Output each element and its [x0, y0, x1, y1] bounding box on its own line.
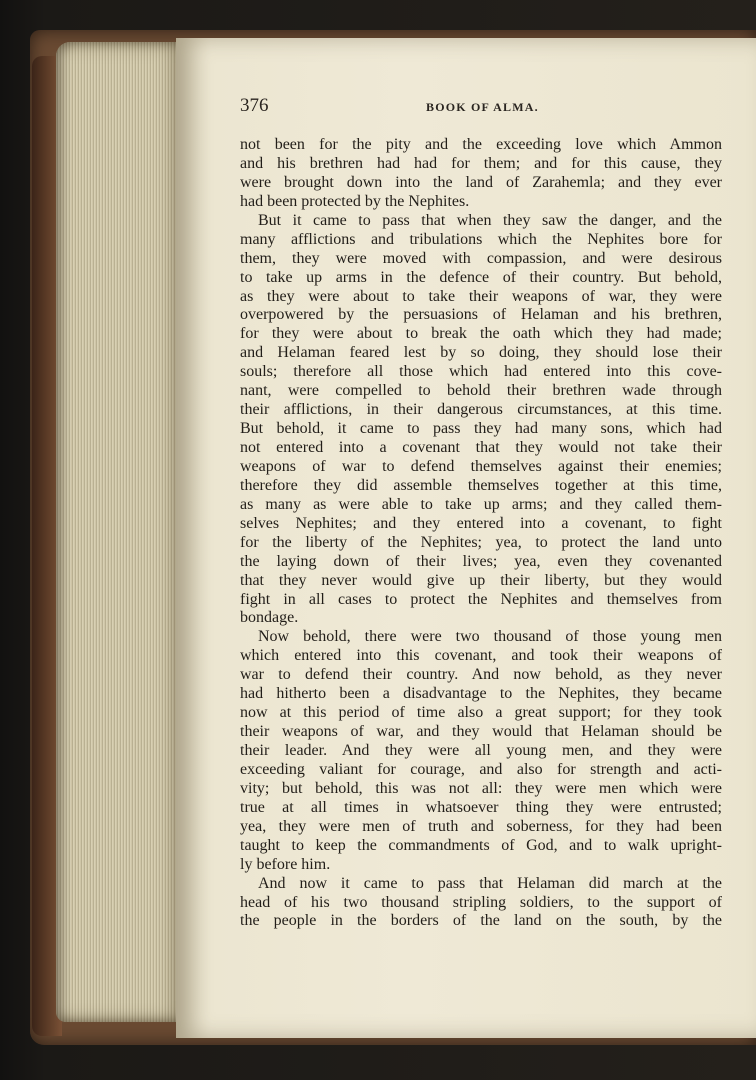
- text-line: now at this period of time also a great support; for they took: [240, 704, 722, 722]
- text-line: Now behold, there were two thousand of those young men: [258, 628, 722, 646]
- text-line: yea, they were men of truth and soberness, for they had been: [240, 817, 722, 835]
- text-line: not entered into a covenant that they would not take their: [240, 439, 722, 456]
- text-line: their afflictions, in their dangerous circumstances, at this time.: [240, 401, 722, 419]
- text-line: their leader. And they were all young men, and they were: [240, 742, 722, 759]
- text-line: for they were about to break the oath which they had made;: [240, 325, 722, 343]
- text-line: many afflictions and tribulations which the Nephites bore for: [240, 230, 722, 248]
- text-line: to take up arms in the defence of their country. But behold,: [240, 268, 722, 286]
- text-line: And now it came to pass that Helaman did march at the: [258, 874, 722, 892]
- page-header: [176, 95, 756, 125]
- text-line: the people in the borders of the land on the south, by the: [240, 912, 722, 930]
- text-line: therefore they did assemble themselves together at this time,: [240, 476, 722, 494]
- text-line: had been protected by the Nephites.: [240, 192, 470, 210]
- text-line: vity; but behold, this was not all: they were men which were: [240, 779, 722, 797]
- text-line: their weapons of war, and they would that Helaman should be: [240, 723, 722, 741]
- text-line: not been for the pity and the exceeding love which Ammon: [240, 136, 722, 153]
- running-title: BOOK OF ALMA.: [426, 100, 539, 114]
- text-line: had hitherto been a disadvantage to the Nephites, they became: [240, 685, 722, 703]
- text-line: taught to keep the commandments of God, and to walk upright-: [240, 836, 722, 854]
- text-line: as they were about to take their weapons of war, they were: [240, 287, 722, 305]
- text-line: exceeding valiant for courage, and also for strength and acti-: [240, 760, 722, 778]
- text-line: which entered into this covenant, and took their weapons of: [240, 647, 722, 665]
- text-line: head of his two thousand stripling soldiers, to the support of: [240, 893, 722, 911]
- text-line: them, they were moved with compassion, and were desirous: [240, 249, 722, 267]
- text-line: But it came to pass that when they saw the danger, and the: [258, 211, 722, 229]
- text-line: souls; therefore all those which had entered into this cove-: [240, 363, 722, 381]
- book-page: [176, 38, 756, 1038]
- text-line: ly before him.: [240, 855, 331, 873]
- text-line: nant, were compelled to behold their brethren wade through: [240, 382, 722, 400]
- text-line: But behold, it came to pass they had many sons, which had: [240, 420, 722, 438]
- text-line: war to defend their country. And now behold, as they never: [240, 666, 722, 684]
- text-line: selves Nephites; and they entered into a covenant, to fight: [240, 514, 722, 532]
- text-line: overpowered by the persuasions of Helaman and his brethren,: [240, 306, 722, 324]
- page-number: 376: [240, 95, 269, 116]
- page-text: [240, 136, 722, 931]
- text-line: for the liberty of the Nephites; yea, to protect the land unto: [240, 533, 722, 551]
- text-line: fight in all cases to protect the Nephites and themselves from: [240, 590, 722, 608]
- text-line: that they never would give up their liberty, but they would: [240, 571, 722, 589]
- text-line: were brought down into the land of Zarahemla; and they ever: [240, 173, 722, 191]
- text-line: the laying down of their lives; yea, even they covenanted: [240, 552, 722, 570]
- text-line: true at all times in whatsoever thing they were entrusted;: [240, 798, 722, 816]
- text-line: weapons of war to defend themselves against their enemies;: [240, 457, 722, 475]
- text-line: bondage.: [240, 609, 299, 627]
- text-line: and his brethren had had for them; and for this cause, they: [240, 154, 722, 172]
- text-line: and Helaman feared lest by so doing, they should lose their: [240, 344, 722, 362]
- text-line: as many as were able to take up arms; and they called them-: [240, 495, 722, 513]
- page-edges: [56, 42, 186, 1022]
